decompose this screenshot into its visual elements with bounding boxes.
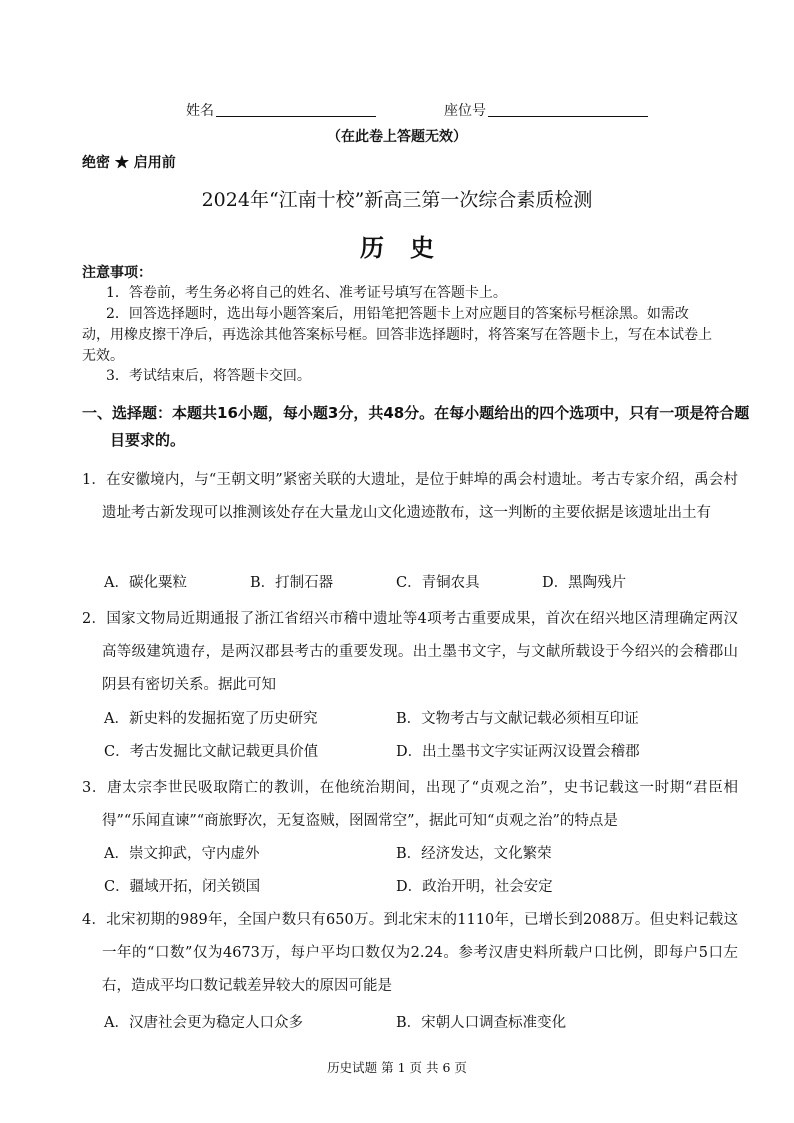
seat-blank-line[interactable] <box>488 102 648 117</box>
q3-option-c[interactable]: C．疆域开拓，闭关锁国 <box>104 879 261 895</box>
name-blank-line[interactable] <box>216 102 376 117</box>
secret-label: 绝密 ★ 启用前 <box>82 155 176 171</box>
question-2-stem: 2．国家文物局近期通报了浙江省绍兴市稽中遗址等4项考古重要成果，首次在绍兴地区清理确定两汉高等级建筑遗存，是两汉郡县考古的重要发现。出土墨书文字，与文献所载设于今绍兴的会稽郡山阴县有密切关系。据此可知 <box>82 611 738 693</box>
q2-option-b[interactable]: B．文物考古与文献记载必须相互印证 <box>396 711 639 727</box>
q3-option-a[interactable]: A．崇文抑武，守内虚外 <box>104 846 260 862</box>
q2-option-a[interactable]: A．新史料的发掘拓宽了历史研究 <box>104 711 318 727</box>
name-label: 姓名 <box>186 103 214 119</box>
notice-heading: 注意事项： <box>82 265 152 281</box>
exam-title: 2024年“江南十校”新高三第一次综合素质检测 <box>201 189 593 211</box>
question-3-stem: 3．唐太宗李世民吸取隋亡的教训，在他统治期间，出现了“贞观之治”，史书记载这一时期“君臣相得”“乐闻直谏”“商旅野次，无复盗贼，囹圄常空”，据此可知“贞观之治”的特点是 <box>82 780 738 829</box>
q4-option-a[interactable]: A．汉唐社会更为稳定人口众多 <box>104 1015 303 1031</box>
q3-option-b[interactable]: B．经济发达，文化繁荣 <box>396 846 552 862</box>
q2-option-d[interactable]: D．出土墨书文字实证两汉设置会稽郡 <box>396 744 640 760</box>
q2-option-c[interactable]: C．考古发掘比文献记载更具价值 <box>104 744 319 760</box>
page-footer: 历史试题 第 1 页 共 6 页 <box>327 1060 467 1075</box>
invalid-note: （在此卷上答题无效） <box>327 129 467 145</box>
q1-option-a[interactable]: A．碳化粟粒 <box>104 575 187 591</box>
seat-label: 座位号 <box>444 103 486 119</box>
notice-item-2: 2．回答选择题时，选出每小题答案后，用铅笔把答题卡上对应题目的答案标号框涂黑。如需改动，用橡皮擦干净后，再选涂其他答案标号框。回答非选择题时，将答案写在答题卡上，写在本试卷上无效。 <box>82 306 712 364</box>
q3-option-d[interactable]: D．政治开明，社会安定 <box>396 879 553 895</box>
q1-option-c[interactable]: C．青铜农具 <box>396 575 480 591</box>
section-heading: 一、选择题：本题共16小题，每小题3分，共48分。在每小题给出的四个选项中，只有一项是符合题目要求的。 <box>82 404 750 449</box>
question-1-stem: 1．在安徽境内，与“王朝文明”紧密关联的大遗址，是位于蚌埠的禹会村遗址。考古专家介绍，禹会村遗址考古新发现可以推测该处存在大量龙山文化遗迹散布，这一判断的主要依据是该遗址出土有 <box>82 472 738 521</box>
q4-option-b[interactable]: B．宋朝人口调查标准变化 <box>396 1015 567 1031</box>
notice-item-3: 3．考试结束后，将答题卡交回。 <box>106 368 311 384</box>
q1-option-b[interactable]: B．打制石器 <box>250 575 334 591</box>
subject-title: 历史 <box>360 233 460 262</box>
notice-item-1: 1．答卷前，考生务必将自己的姓名、准考证号填写在答题卡上。 <box>106 285 507 301</box>
question-4-stem: 4．北宋初期的989年，全国户数只有650万。到北宋末的1110年，已增长到2088万。但史料记载这一年的“口数”仅为4673万，每户平均口数仅为2.24。参考汉唐史料所载户口比例，即每户5口左右，造成平均口数记载差异较大的原因可能是 <box>82 912 738 994</box>
q1-option-d[interactable]: D．黑陶残片 <box>542 575 627 591</box>
